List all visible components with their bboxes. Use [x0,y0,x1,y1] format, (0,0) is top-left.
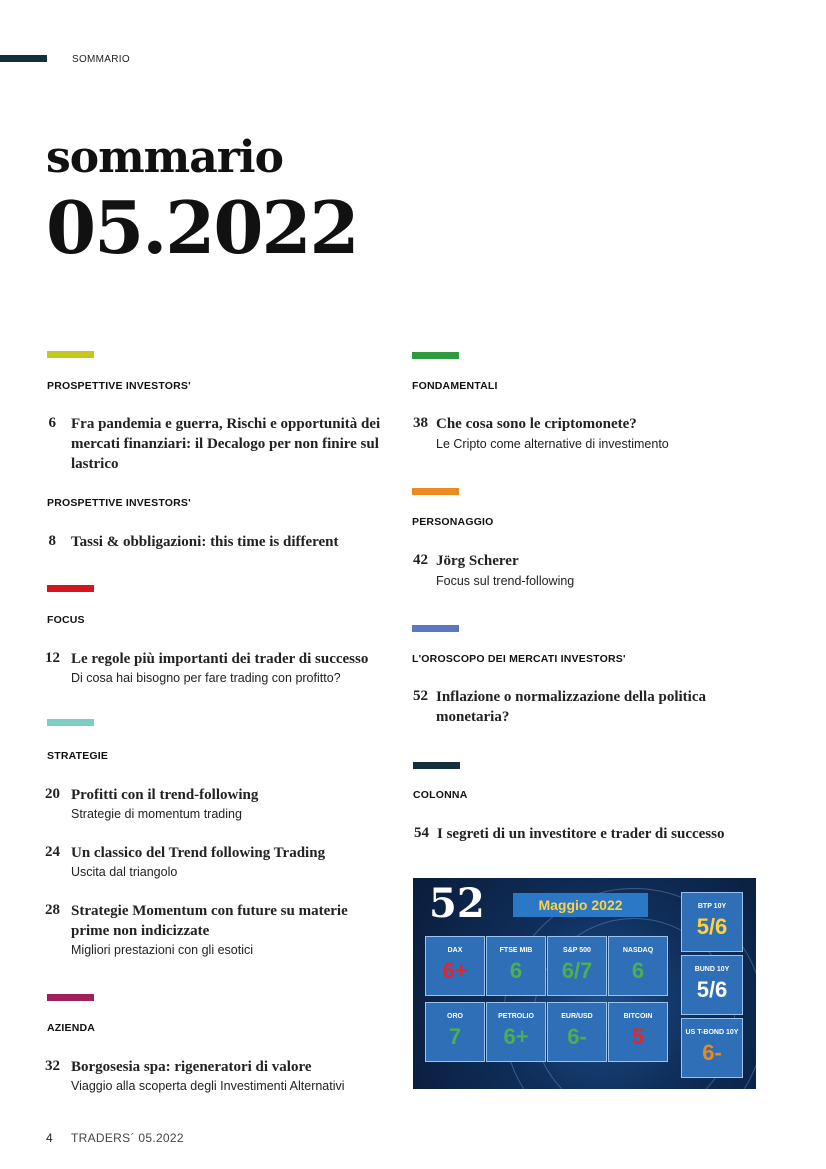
section-bar-personaggio [412,488,459,495]
horoscope-month: Maggio 2022 [513,893,648,917]
tile-score: 7 [448,1024,462,1049]
article-subtitle: Strategie di momentum trading [71,807,242,821]
score-tile [425,936,485,996]
article-page-number: 28 [45,902,60,918]
tile-score: 5 [631,1024,645,1049]
page-title: sommario [46,132,283,183]
bond-tile [681,892,743,952]
section-bar-oroscopo [412,625,459,632]
tile-label: S&P 500 [563,947,591,954]
section-category: L'OROSCOPO DEI MERCATI INVESTORS' [412,653,626,665]
section-bar-fondamentali [412,352,459,359]
section-category: FOCUS [47,614,85,626]
article-page-number: 32 [45,1058,60,1074]
article-subtitle: Focus sul trend-following [436,574,575,588]
article-page-number: 54 [414,825,429,841]
bond-tile [681,955,743,1015]
article-title[interactable]: Un classico del Trend following Trading [71,845,326,861]
header-accent-bar [0,55,47,62]
score-tile [486,936,546,996]
horoscope-image [413,878,756,1089]
tile-label: PETROLIO [498,1013,534,1020]
bond-tile [681,1018,743,1078]
tile-label: FTSE MIB [499,947,533,954]
footer-text: TRADERS´ 05.2022 [71,1131,184,1145]
article-subtitle: Di cosa hai bisogno per fare trading con profitto? [71,671,341,685]
article-page-number: 24 [45,844,60,860]
article-page-number: 12 [45,650,60,666]
section-bar-focus [47,585,94,592]
article-subtitle: Le Cripto come alternative di investimento [436,437,669,451]
article-page-number: 38 [413,415,428,431]
section-category: PROSPETTIVE INVESTORS' [47,380,191,392]
article-subtitle: Uscita dal triangolo [71,865,178,879]
article-title-line[interactable]: lastrico [71,456,119,472]
tile-label: NASDAQ [622,947,654,954]
article-title[interactable]: Strategie Momentum con future su materie [71,903,348,919]
article-title-line[interactable]: mercati finanziari: il Decalogo per non finire sul [71,436,379,452]
tile-score: 6+ [442,958,468,983]
article-title[interactable]: Tassi & obbligazioni: this time is different [71,534,339,550]
score-tile [608,936,668,996]
section-category: PERSONAGGIO [412,516,494,528]
issue-number: 05.2022 [46,185,358,270]
score-tile [547,936,607,996]
tile-score: 6- [567,1024,587,1049]
article-title[interactable]: I segreti di un investitore e trader di successo [437,826,725,842]
tile-score: 5/6 [696,977,728,1002]
section-category: AZIENDA [47,1022,96,1034]
section-category: STRATEGIE [47,750,109,762]
article-title[interactable]: Borgosesia spa: rigeneratori di valore [71,1059,312,1075]
article-subtitle: Migliori prestazioni con gli esotici [71,943,254,957]
tile-label: BTP 10Y [697,903,727,910]
horoscope-number: 52 [429,880,485,927]
tile-label: BITCOIN [623,1013,653,1020]
tile-label: BUND 10Y [694,966,730,973]
article-page-number: 20 [45,786,60,802]
section-bar-colonna [413,762,460,769]
tile-label: EUR/USD [561,1013,593,1020]
tile-score: 6 [631,958,645,983]
article-page-number: 42 [413,552,428,568]
article-subtitle: Viaggio alla scoperta degli Investimenti Alternativi [71,1079,345,1093]
tile-score: 5/6 [696,914,728,939]
article-title-line[interactable]: prime non indicizzate [71,923,210,939]
tile-score: 6 [509,958,523,983]
article-page-number: 52 [413,688,428,704]
article-title[interactable]: Profitti con il trend-following [71,787,259,803]
article-page-number: 8 [48,533,56,549]
score-tile [486,1002,546,1062]
running-head: SOMMARIO [72,54,130,65]
score-tile [608,1002,668,1062]
section-category: COLONNA [413,789,468,801]
score-tile [547,1002,607,1062]
section-bar-azienda [47,994,94,1001]
tile-label: ORO [447,1013,463,1020]
score-tile [425,1002,485,1062]
article-title-line[interactable]: monetaria? [436,709,510,725]
tile-label: DAX [447,947,463,954]
section-category: PROSPETTIVE INVESTORS' [47,497,191,509]
page-number: 4 [46,1131,53,1145]
section-bar-prospettive [47,351,94,358]
article-title[interactable]: Fra pandemia e guerra, Rischi e opportunità dei [71,416,381,432]
article-title[interactable]: Inflazione o normalizzazione della politica [436,689,706,705]
tile-label: US T-BOND 10Y [685,1029,739,1036]
article-title[interactable]: Jörg Scherer [436,553,519,569]
article-title[interactable]: Che cosa sono le criptomonete? [436,416,637,432]
section-bar-strategie [47,719,94,726]
tile-score: 6+ [503,1024,529,1049]
tile-score: 6- [702,1040,722,1065]
section-category: FONDAMENTALI [412,380,498,392]
article-title[interactable]: Le regole più importanti dei trader di successo [71,651,369,667]
article-page-number: 6 [48,415,56,431]
tile-score: 6/7 [561,958,593,983]
